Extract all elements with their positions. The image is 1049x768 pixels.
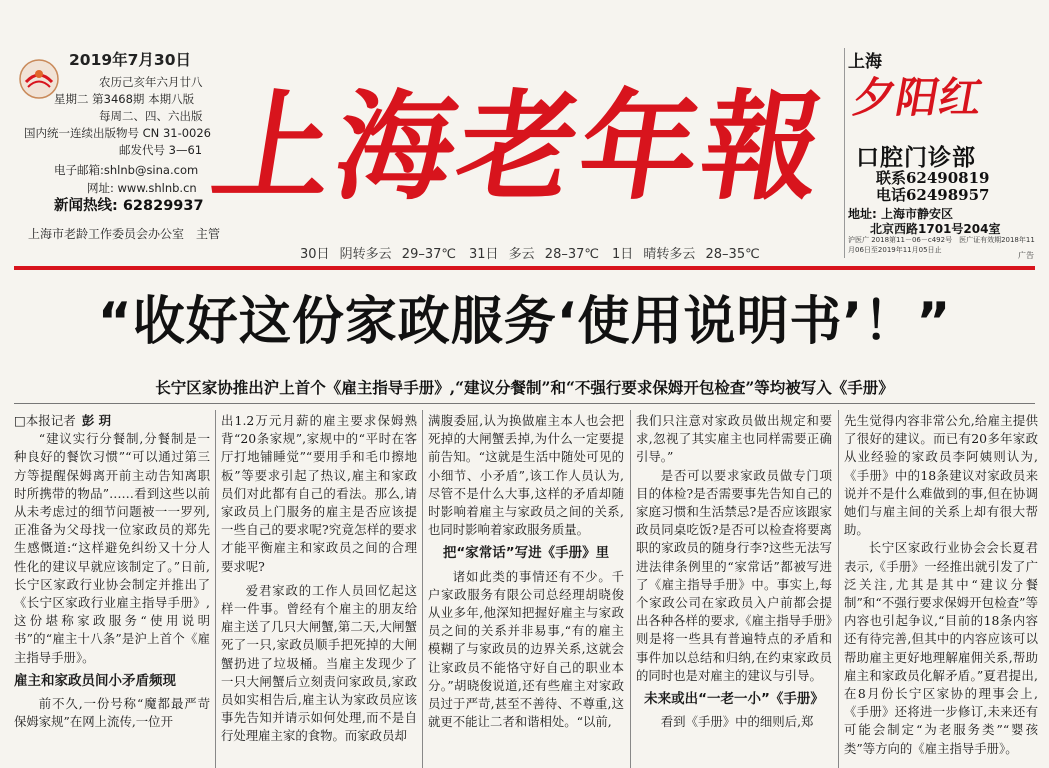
postal-code: 邮发代号 3—61 <box>119 143 203 157</box>
sponsor: 上海市老龄工作委员会办公室 主管 <box>28 227 221 241</box>
ad-phone-1: 联系62490819 <box>876 169 990 187</box>
newspaper-title: 上海老年報 <box>204 77 837 216</box>
ad-address-2: 北京西路1701号204室 <box>870 222 1001 236</box>
ad-city: 上海 <box>848 52 882 72</box>
email: 电子邮箱:shlnb@sina.com <box>54 163 199 177</box>
section-heading: 未来或出“一老一小”《手册》 <box>644 691 824 708</box>
masthead-rule <box>14 266 1035 270</box>
news-hotline: 新闻热线: 62829937 <box>54 198 204 214</box>
ad-divider <box>844 48 845 258</box>
cn-number: 国内统一连续出版物号 CN 31-0026 <box>24 126 211 140</box>
headline-rule <box>14 403 1035 404</box>
paragraph: 爱君家政的工作人员回忆起这样一件事。曾经有个雇主的朋友给雇主送了几只大闸蟹,第二天,大闸蟹死了一只,家政员顺手把死掉的大闸蟹扔进了垃圾桶。当雇主发现少了一只大闸蟹后立刻责问家政员,家政员如实相告后,雇主认为家政员应该事先告知并请示如何处理,而不是自行处理雇主家的食物。而家政员却 <box>221 582 417 744</box>
paragraph: 是否可以要求家政员做专门项目的体检?是否需要事先告知自己的家庭习惯和生活禁忌?是否应该跟家政员同桌吃饭?是否可以检查将要离职的家政员的随身行李?这些无法写进法律条例里的“家常话”都被写进了《雇主指导手册》中。事实上,每个家政公司在家政员入户前都会提出各种各样的要求,《雇主指导手册》则是将一些具有普遍特点的矛盾和事件加以总结和归纳,在约束家政员的同时也是对雇主的建议与引导。 <box>636 467 832 683</box>
paragraph: 出1.2万元月薪的雇主要求保姆熟背“20条家规”,家规中的“平时在客厅打地铺睡觉”“要用手和毛巾擦地板”等要求引起了热议,雇主和家政员们对此都有自己的看法。那么,请家政员上门服务的雇主是否应该提一些自己的要求呢?究竟怎样的要求才能平衡雇主和家政员之间的合理要求呢? <box>221 413 417 574</box>
column-divider <box>630 410 631 768</box>
paragraph: 长宁区家政行业协会会长夏君表示,《手册》一经推出就引发了广泛关注,尤其是其中“建议分餐制”和“不强行要求保姆开包检查”等内容也引起争议,“目前的18条内容还有待完善,但其中的内容应该可以帮助雇主更好地理解雇佣关系,帮助雇主和家政员化解矛盾。”夏君提出,在8月份长宁区家协的理事会上,《手册》还将进一步修订,未来还有可能会制定“为老服务类”“婴孩类”等方向的《雇主指导手册》。 <box>844 540 1038 756</box>
column-divider <box>215 410 216 768</box>
paragraph: “建议实行分餐制,分餐制是一种良好的餐饮习惯”“可以通过第三方等提醒保姆离开前主动告知离职时所携带的物品”……看到这些以前从未考虑过的细节问题被一一罗列,正准备为父母找一位家政员的郑先生感慨道:“这样避免纠纷又十分人性化的建议早就应该制定了。”日前,长宁区家政行业协会制定并推出了《长宁区家政行业雇主指导手册》,这份堪称家政服务“使用说明书”的“雇主十八条”是沪上首个《雇主指导手册》。 <box>14 431 210 665</box>
paragraph: 我们只注意对家政员做出规定和要求,忽视了其实雇主也同样需要正确引导。” <box>636 413 832 465</box>
byline-name: 彭 玥 <box>81 413 112 428</box>
section-heading: 把“家常话”写进《手册》里 <box>442 545 610 562</box>
ad-clinic-name: 口腔门诊部 <box>856 145 976 171</box>
ad-phone-2: 电话62498957 <box>876 186 990 204</box>
byline <box>14 412 210 430</box>
paragraph: 看到《手册》中的细则后,郑 <box>660 714 814 730</box>
publication-frequency: 每周二、四、六出版 <box>99 109 203 123</box>
article-column-3 <box>428 412 624 768</box>
article-headline: “收好这份家政服务‘使用说明书’！” <box>97 292 952 352</box>
column-divider <box>838 410 839 768</box>
section-heading: 雇主和家政员间小矛盾频现 <box>14 672 176 689</box>
column-divider <box>422 410 423 768</box>
ad-license: 沪医广 2018第11－06－c492号 医广证有效期2018年11月06日至2019年11月05日止 <box>848 236 1035 254</box>
ad-label: 广告 <box>1018 251 1034 260</box>
paragraph: 诸如此类的事情还有不少。千户家政服务有限公司总经理胡晓俊从业多年,他深知把握好雇主与家政员之间的关系并非易事,“有的雇主模糊了与家政员的边界关系,这就会让家政员不能恪守好自己的职业本分。”胡晓俊说道,还有些雇主对家政员过于严苛,甚至不善待、不尊重,这就更不能让二者和谐相处。“以前, <box>428 568 624 730</box>
byline-label: □本报记者 <box>14 413 76 428</box>
ad-brand: 夕阳红 <box>849 73 987 122</box>
issue-date: 2019年7月30日 <box>69 51 191 69</box>
weather-forecast: 30日 阴转多云 29–37℃ 31日 多云 28–37℃ 1日 晴转多云 28–35℃ <box>300 247 760 262</box>
article-column-2 <box>221 412 417 768</box>
dental-clinic-ad <box>848 45 1038 263</box>
article-column-5 <box>844 412 1038 768</box>
lunar-date: 农历己亥年六月廿八 <box>99 75 203 89</box>
paragraph: 先生觉得内容非常公允,给雇主提供了很好的建议。而已有20多年家政从业经验的家政员李阿姨则认为,《手册》中的18条建议对家政员来说并不是什么难做到的事,但在协调她们与雇主间的关系上却有很大帮助。 <box>844 413 1038 538</box>
issue-number: 星期二 第3468期 本期八版 <box>54 92 195 106</box>
paragraph: 前不久,一份号称“魔都最严苛保姆家规”在网上流传,一位开 <box>14 696 210 730</box>
article-column-4 <box>636 412 832 768</box>
article-subhead: 长宁区家协推出沪上首个《雇主指导手册》,“建议分餐制”和“不强行要求保姆开包检查”等均被写入《手册》 <box>155 378 894 397</box>
website: 网址: www.shlnb.cn <box>87 181 197 195</box>
paragraph: 满腹委屈,认为换做雇主本人也会把死掉的大闸蟹丢掉,为什么一定要提前告知。“这就是生活中随处可见的小细节、小矛盾”,该工作人员认为,尽管不是什么大事,这样的矛盾却随时影响着雇主与家政员之间的关系,也同时影响着家政服务质量。 <box>428 413 624 538</box>
ad-address-1: 地址: 上海市静安区 <box>848 207 953 221</box>
article-column-1 <box>14 412 210 768</box>
